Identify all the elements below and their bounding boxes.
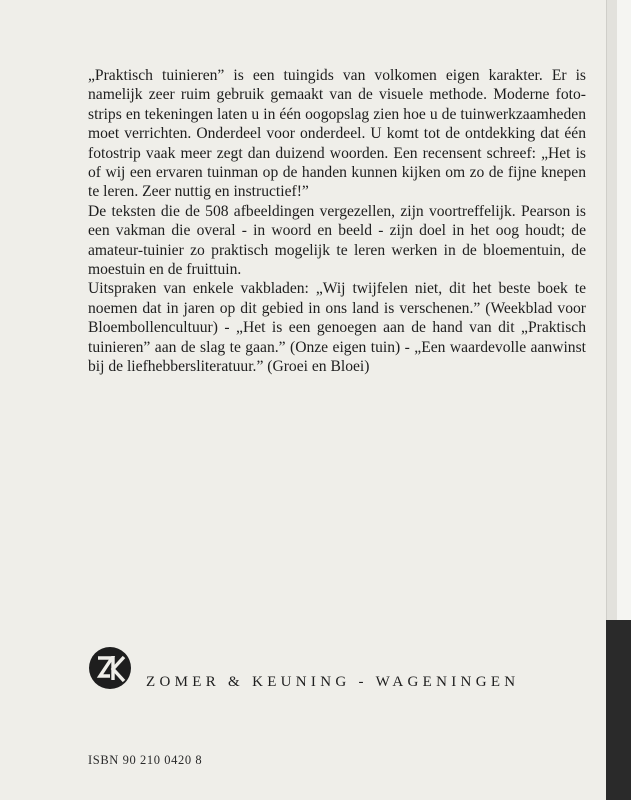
publisher-name: ZOMER & KEUNING - WAGENINGEN: [146, 674, 520, 690]
blurb-text: [88, 66, 586, 377]
blurb-paragraph-2: De teksten die de 508 afbeeldingen vergezellen, zijn voortreffelijk. Pearson is een vakman die overal - in woord en beeld - zijn doel in het oog houdt; de amateur-tuinier zo praktisch mogelijk te leren werken in de bloementuin, de moestuin en de fruittuin.: [88, 202, 586, 279]
spine-dark-band: [606, 620, 631, 800]
zk-monogram-logo-icon: [88, 646, 132, 690]
blurb-paragraph-3: Uitspraken van enkele vakbladen: „Wij twijfelen niet, dit het beste boek te noemen dat in jaren op dit gebied in ons land is verschenen.” (Weekblad voor Bloembollencultuur) - „Het is een genoegen aan de hand van dit „Praktisch tuinieren” aan de slag te gaan.” (Onze eigen tuin) - „Een waardevolle aanwinst bij de liefhebbersliteratuur.” (Groei en Bloei): [88, 280, 586, 376]
isbn-number: ISBN 90 210 0420 8: [88, 753, 203, 767]
page-edge: [617, 0, 631, 620]
publisher-block: [88, 646, 588, 690]
blurb-paragraph-1: „Praktisch tuinieren” is een tuingids van volkomen eigen karakter. Er is namelijk zeer ruim gebruik gemaakt van de visuele methode. Moderne foto-strips en tekeningen laten u in één oogopslag zien hoe u de tuinwerkzaamheden moet verrichten. Onderdeel voor onderdeel. U komt tot de ontdekking dat één fotostrip vaak meer zegt dan duizend woorden. Een recensent schreef: „Het is of wij een ervaren tuinman op de handen kunnen kijken om zo de fijne knepen te leren. Zeer nuttig en instructief!”: [88, 67, 586, 201]
